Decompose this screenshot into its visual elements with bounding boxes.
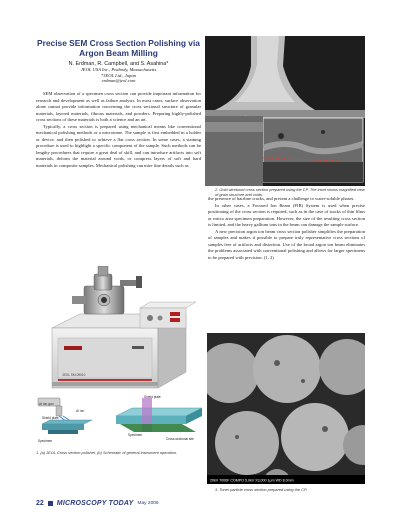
title-line-2: Argon Beam Milling <box>79 48 158 58</box>
label-cross-section: Cross-sectional site <box>166 437 194 441</box>
title-line-1: Precise SEM Cross Section Polishing via <box>37 38 200 48</box>
sem-image-wirebond <box>205 36 365 186</box>
label-ar-ion: Ar ion <box>76 409 85 413</box>
affiliation-2: *JEOL Ltd., Japan <box>101 72 136 78</box>
left-column-text <box>36 91 201 170</box>
wirebond-micrograph <box>205 36 365 186</box>
figure-2-caption: 2. Gold wirebond cross section prepared using the CP. The inset shows magnified view of grain structure and voids. <box>215 187 365 197</box>
issue-date: May 2006 <box>137 500 159 506</box>
footer-square-icon <box>48 501 53 506</box>
label-ar-ion-gun: Ar ion gun <box>39 402 54 406</box>
article-title <box>36 38 201 58</box>
cross-section-polisher-image <box>36 266 204 392</box>
paragraph: A new precision argon ion beam cross section polisher simplifies the preparation of samples and makes it possible to prepare truly representative cross sections of samples free of artifacts and distortion. Use of the broad argon ion beam eliminates the problems associated with conventional polishing and allows for larger specimens to be prepared with precision. (1, 2) <box>208 228 365 260</box>
article-header <box>36 38 201 84</box>
sem-data-bar: 20kV 7006F COMPO 5.0kV X3,000 1μm WD 8.0mm <box>210 478 294 483</box>
paragraph: In other cases, a Focused Ion Beam (FIB) System is used when precise positioning of the cross section is required, such as in the case of stacks of thin films or micro area specimen preparation. However, the size of the resulting cross section is limited, and the heavy gallium ions in the beam can damage the sample surface. <box>208 202 365 228</box>
authors: N. Erdman, R. Campbell, and S. Asahina* <box>68 61 169 67</box>
label-shield-plate: Shield plate <box>42 416 59 420</box>
page-footer <box>36 498 159 508</box>
instrument-label: JEOL SM-09010 <box>62 373 86 377</box>
label-shield-plate-right: Shield plate <box>144 395 161 399</box>
page-number: 22 <box>36 499 44 507</box>
paragraph: the presence of hairline cracks, and present a challenge to water-soluble phases. <box>208 196 355 201</box>
toner-micrograph <box>207 333 365 484</box>
label-specimen: Specimen <box>38 439 53 443</box>
figure-3-caption: 3. Toner particle cross section prepared using the CP. <box>215 487 308 492</box>
paragraph: SEM observation of a specimen cross section can provide important information for research and development as well as failure analysis. In most cases, surface observation alone cannot provide information concerning the cross sectional structure of granular materials, layered materials, fibrous materials, and powders. Preparing highly-polished cross sections of these materials is both a science and an art. <box>36 91 201 123</box>
affiliation-1: JEOL USA Inc., Peabody, Massachusetts <box>80 67 157 73</box>
sem-image-toner <box>207 333 365 484</box>
paragraph: Typically, a cross section is prepared using mechanical means like conventional mechanical polishing methods or a microtome. The sample is first embedded in a holder or device, and then polished to achieve a flat cross section. In some cases, a staining procedure is used to highlight a specific component of the sample. Such methods can be lengthy procedures that require a great deal of skill, and can introduce artifacts into soft materials, deform the material around voids, or compress layers of soft and hard materials in composite samples. Mechanical polishing can mire fine details such as <box>36 123 201 169</box>
right-column-text <box>208 196 365 261</box>
label-specimen-right: Specimen <box>128 433 143 437</box>
figure-1-caption: 1. (a) JEOL Cross section polisher, (b) Schematic of general instrument operation. <box>36 450 178 455</box>
instrument-figure <box>36 266 204 392</box>
author-email[interactable]: erdman@jeol.com <box>101 78 136 84</box>
schematic-diagram <box>36 394 204 446</box>
magazine-name: MICROSCOPY TODAY <box>56 499 134 507</box>
schematic-figure <box>36 394 204 446</box>
